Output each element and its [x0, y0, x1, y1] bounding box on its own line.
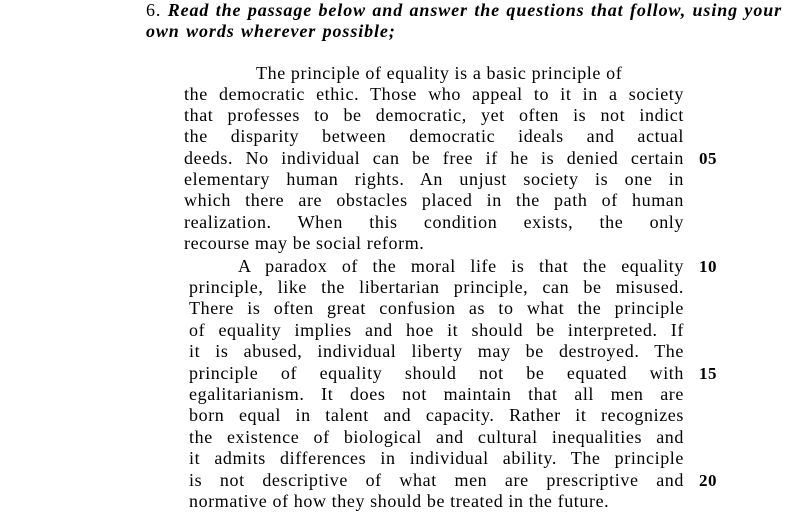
passage-line: normative of how they should be treated in the future.: [189, 491, 610, 511]
line-number: 05: [699, 149, 717, 168]
passage-line: realization. When this condition exists, the only: [184, 212, 684, 232]
passage-line: The principle of equality is a basic principle of: [256, 63, 623, 83]
passage-line: it is abused, individual liberty may be destroyed. The: [189, 341, 684, 361]
passage-line: the existence of biological and cultural inequalities and: [189, 427, 684, 447]
passage-line: it admits differences in individual ability. The principle: [189, 448, 684, 468]
passage-line: A paradox of the moral life is that the equality: [238, 256, 684, 276]
passage-line: which there are obstacles placed in the path of human: [184, 190, 684, 210]
passage-line: the disparity between democratic ideals and actual: [184, 126, 684, 146]
passage-line: egalitarianism. It does not maintain that all men are: [189, 384, 684, 404]
passage-line: is not descriptive of what men are prescriptive and: [189, 470, 684, 490]
line-number: 10: [699, 257, 717, 276]
passage-line: elementary human rights. An unjust society is one in: [184, 169, 684, 189]
passage-line: of equality implies and hoe it should be interpreted. If: [189, 320, 684, 340]
question-instruction: Read the passage below and answer the questions that follow, using your own words wherever possible;: [146, 0, 783, 41]
passage-line: deeds. No individual can be free if he is denied certain: [184, 148, 684, 168]
passage-line: principle of equality should not be equated with: [189, 363, 684, 383]
line-number: 20: [699, 471, 717, 490]
question-heading: [146, 0, 786, 42]
line-number: 15: [699, 364, 717, 383]
passage-line: born equal in talent and capacity. Rather it recognizes: [189, 405, 684, 425]
passage-line: There is often great confusion as to what the principle: [189, 298, 684, 318]
passage-line: the democratic ethic. Those who appeal to it in a society: [184, 84, 684, 104]
passage-line: recourse may be social reform.: [184, 233, 425, 253]
passage-line: principle, like the libertarian principle, can be misused.: [189, 277, 684, 297]
question-number: 6.: [146, 0, 162, 20]
passage-line: that professes to be democratic, yet often is not indict: [184, 105, 684, 125]
